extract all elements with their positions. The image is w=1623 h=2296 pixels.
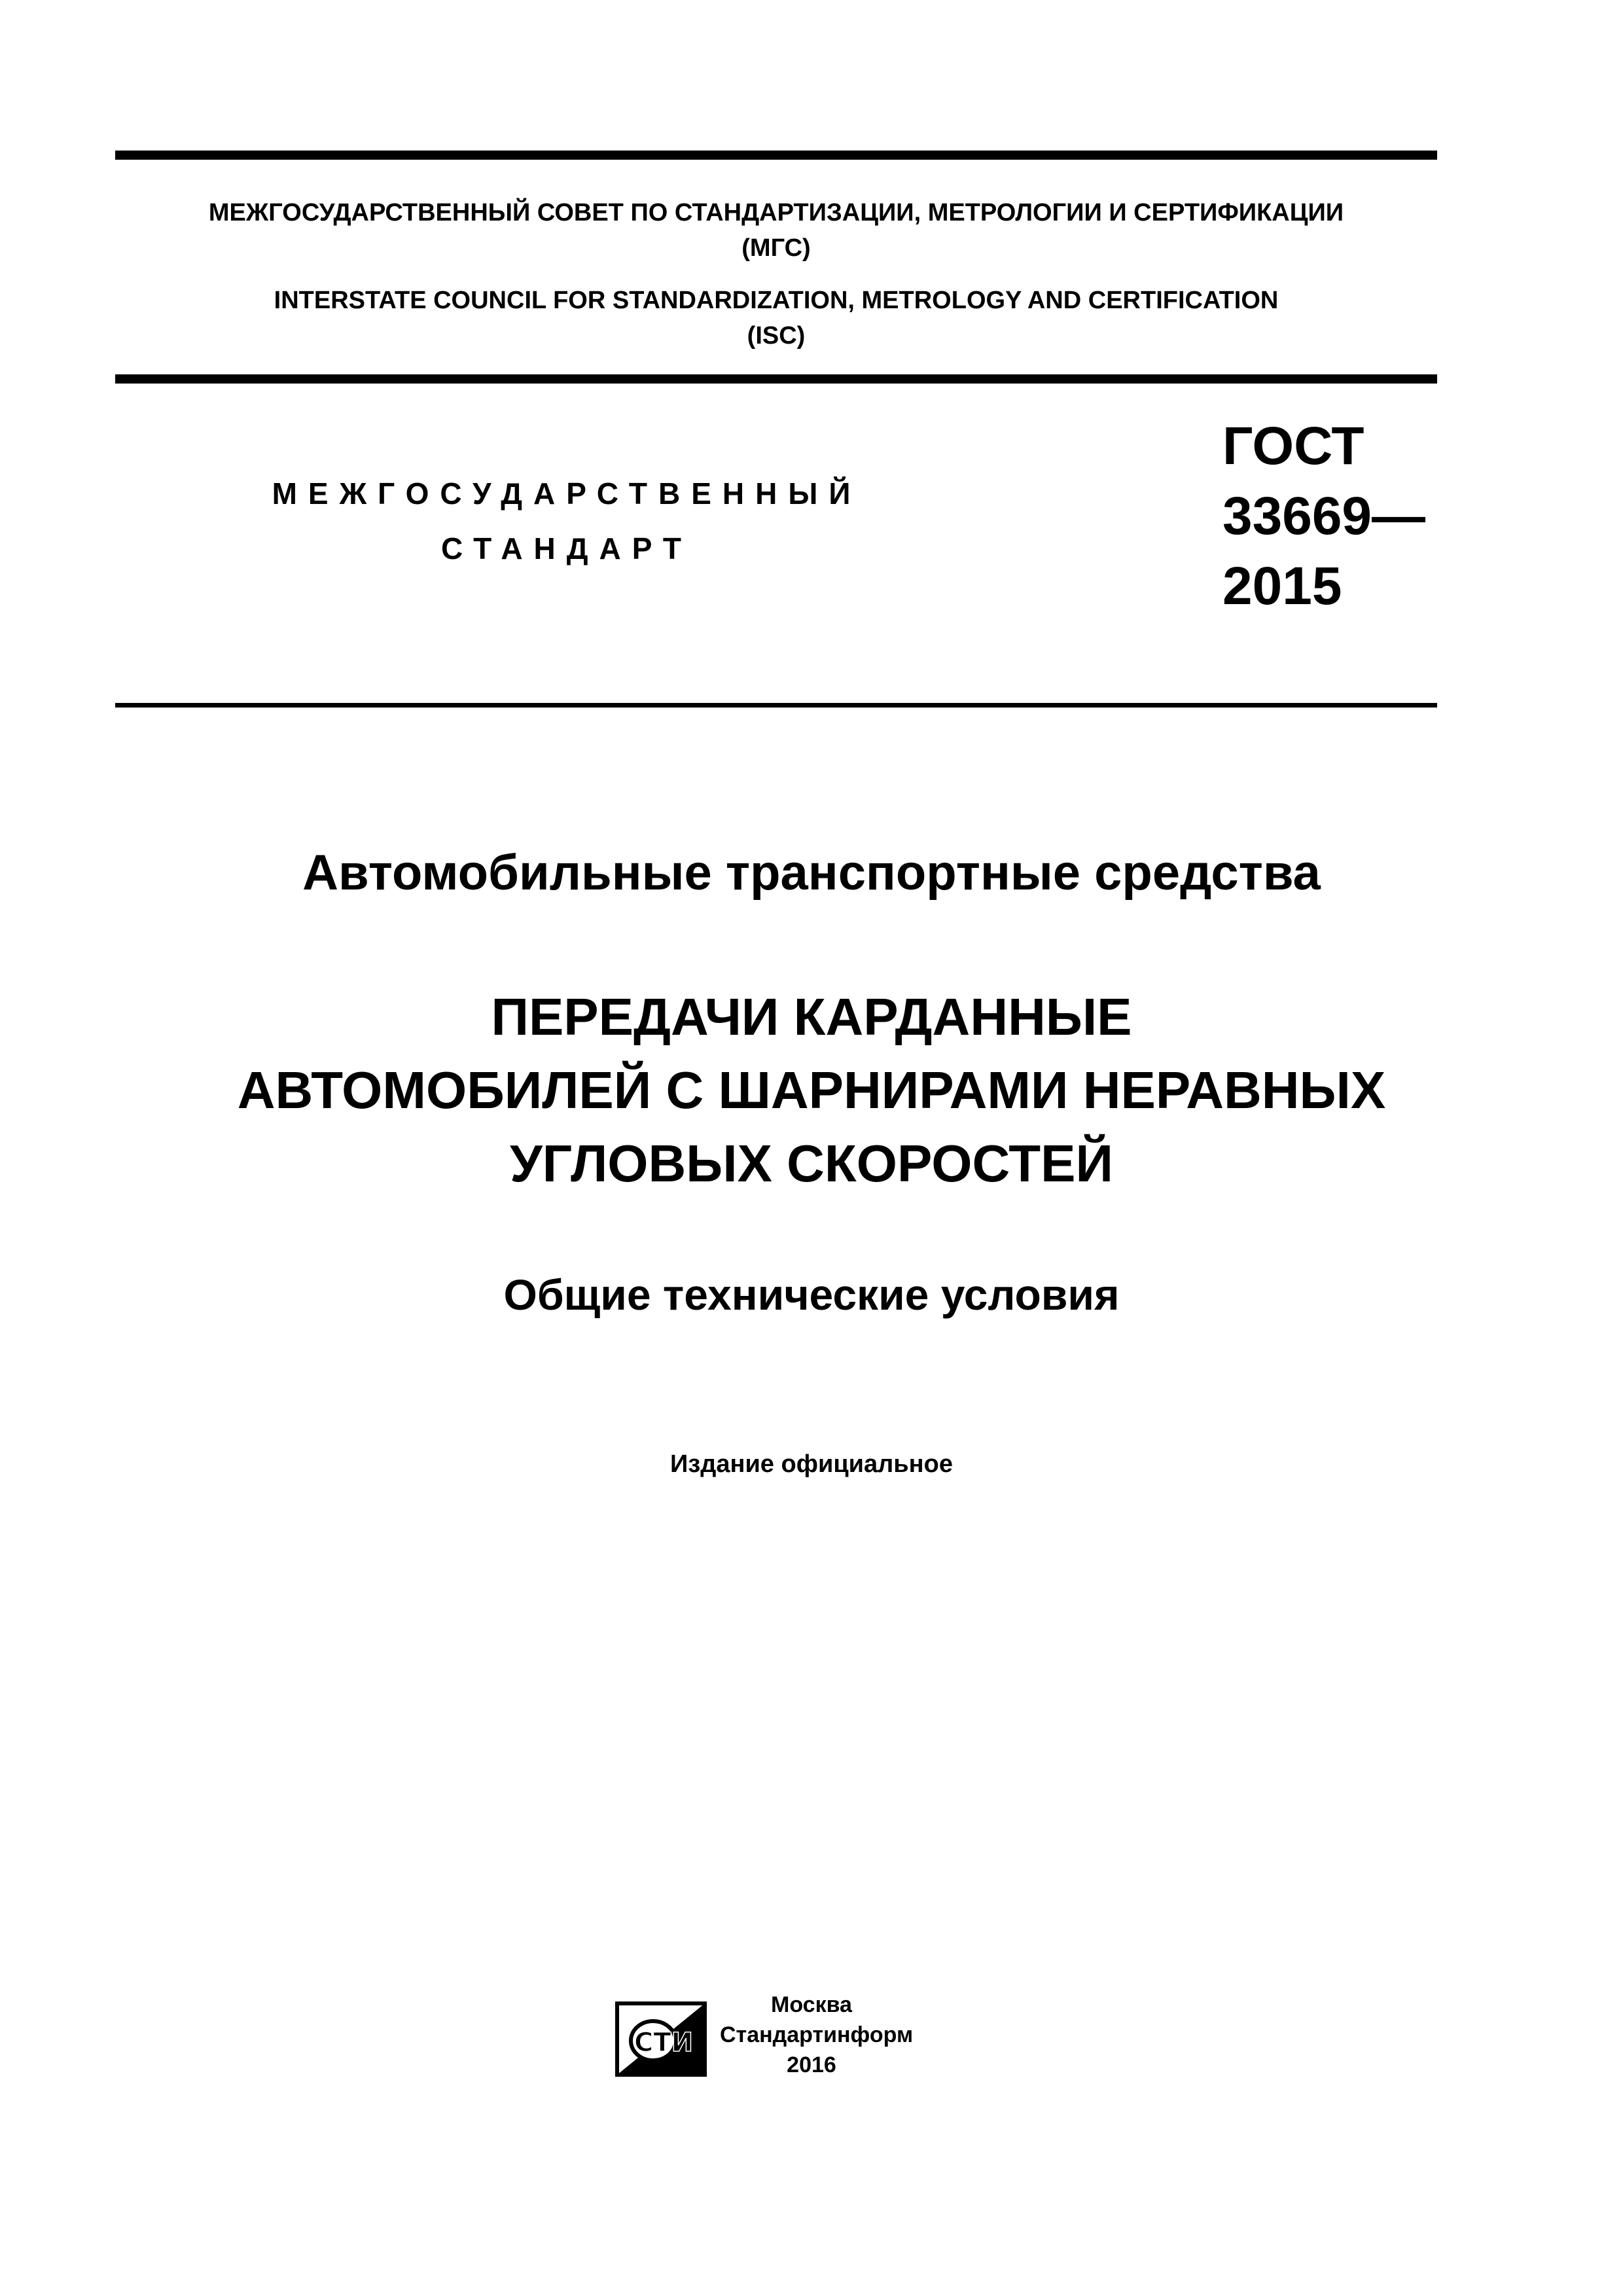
publisher-block — [720, 1990, 914, 2080]
council-header — [115, 195, 1437, 353]
standard-kind — [115, 466, 1018, 576]
gost-number — [1222, 411, 1425, 621]
second-rule — [115, 374, 1437, 384]
logo-text: СТИ — [633, 2028, 694, 2058]
standartinform-logo — [615, 2001, 707, 2077]
standard-subtitle: Общие технические условия — [503, 1270, 1120, 1319]
publisher-year: 2016 — [787, 2053, 836, 2077]
standard-kind-line2: СТАНДАРТ — [441, 531, 692, 565]
edition-note: Издание официальное — [670, 1450, 953, 1478]
council-en-line2: (ISC) — [747, 322, 806, 350]
main-title-line2: АВТОМОБИЛЕЙ С ШАРНИРАМИ НЕРАВНЫХ — [237, 1061, 1386, 1119]
main-title-line1: ПЕРЕДАЧИ КАРДАННЫЕ — [491, 988, 1132, 1046]
council-ru-line2: (МГС) — [741, 234, 811, 262]
third-rule — [115, 703, 1437, 708]
gost-label: ГОСТ — [1222, 416, 1364, 476]
main-title-line3: УГЛОВЫХ СКОРОСТЕЙ — [509, 1134, 1114, 1193]
publisher-city: Москва — [771, 1992, 852, 2017]
publisher-name: Стандартинформ — [720, 2022, 914, 2047]
top-rule — [115, 151, 1437, 160]
council-en-line1: INTERSTATE COUNCIL FOR STANDARDIZATION, METROLOGY AND CERTIFICATION — [274, 287, 1279, 314]
standard-group-title: Автомобильные транспортные средства — [302, 845, 1321, 901]
council-ru-line1: МЕЖГОСУДАРСТВЕННЫЙ СОВЕТ ПО СТАНДАРТИЗАЦИИ, МЕТРОЛОГИИ И СЕРТИФИКАЦИИ — [208, 199, 1344, 226]
gost-year: 2015 — [1222, 556, 1342, 616]
standard-main-title — [0, 980, 1623, 1200]
gost-code: 33669— — [1222, 486, 1426, 546]
standard-kind-line1: МЕЖГОСУДАРСТВЕННЫЙ — [272, 476, 862, 511]
